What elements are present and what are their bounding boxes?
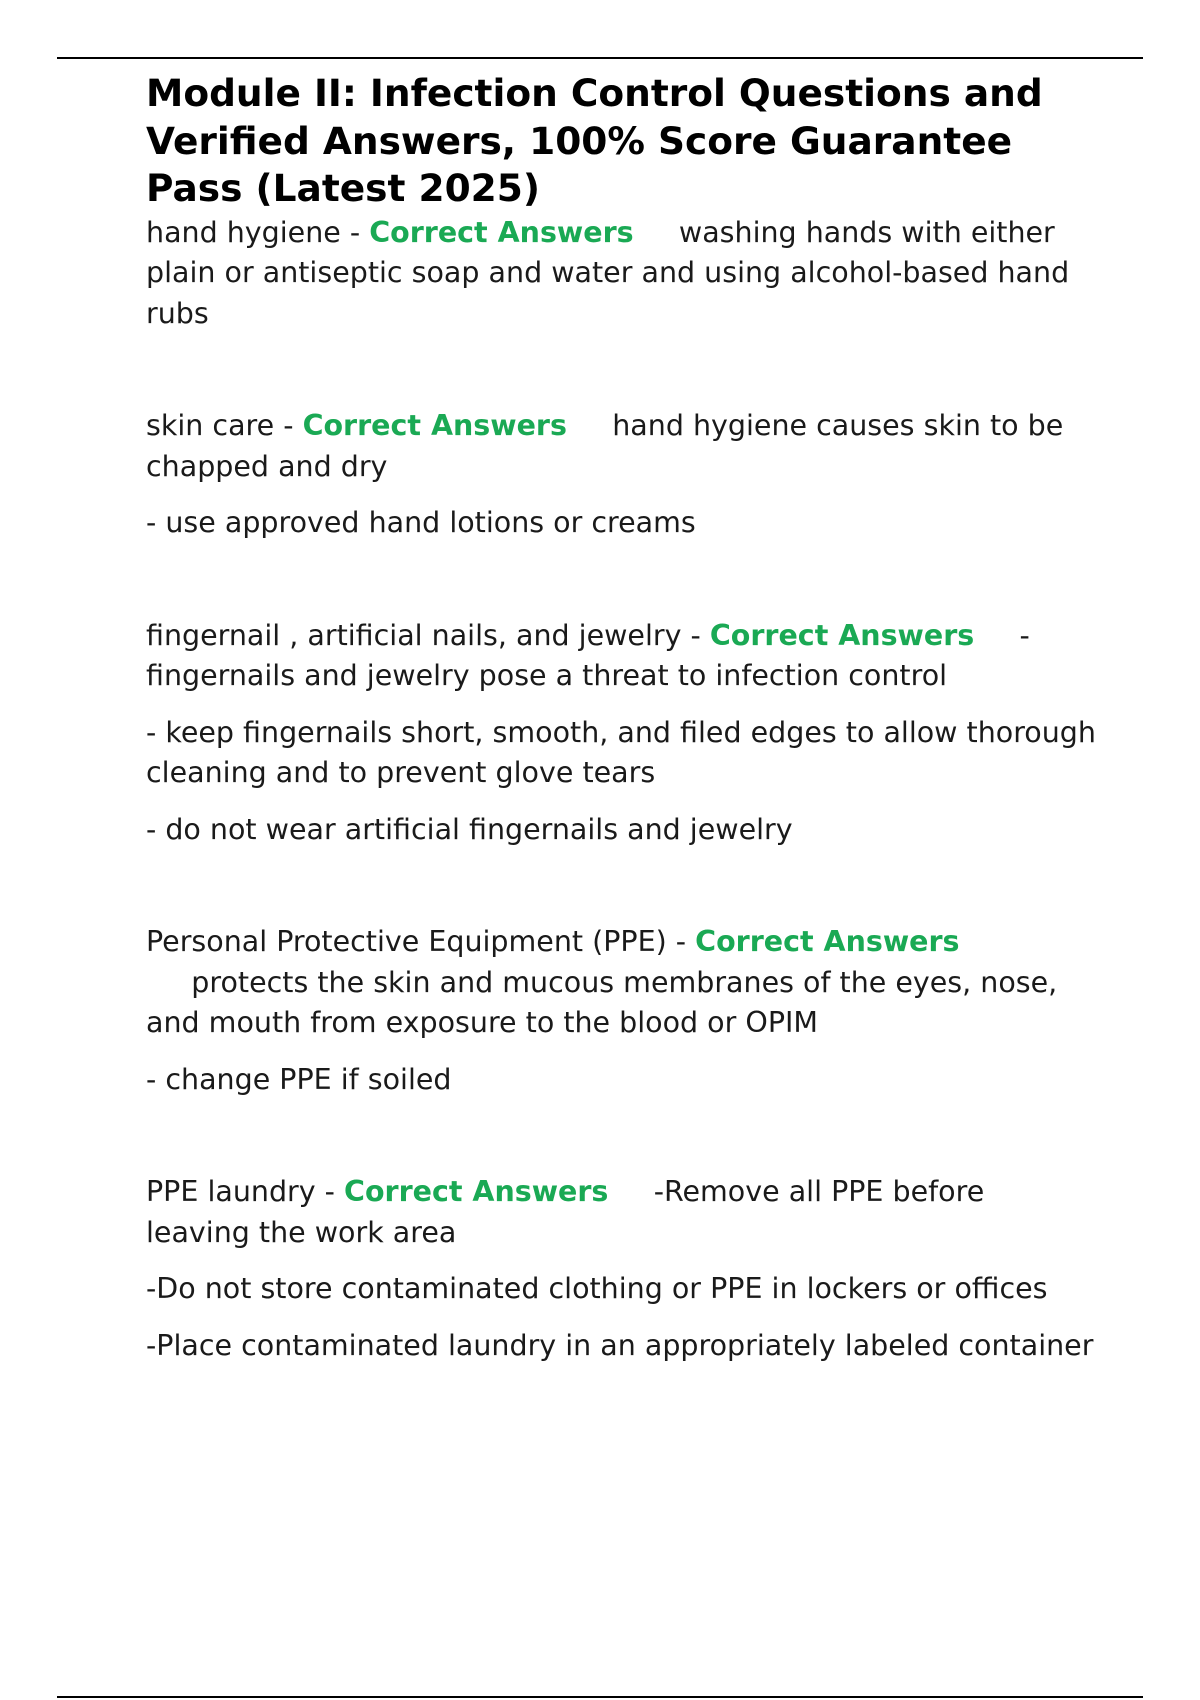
term: skin care xyxy=(146,409,275,442)
document-body xyxy=(146,70,1096,1366)
qa-entry-ppe xyxy=(146,922,1096,1100)
answer-text: hand hygiene causes skin to be chapped and dry xyxy=(146,409,1064,483)
answer-text: - fingernails and jewelry pose a threat to infection control xyxy=(146,618,1030,692)
answer-text: protects the skin and mucous membranes of the eyes, nose, and mouth from exposure to the blood or OPIM xyxy=(146,965,1058,1039)
qa-entry-hand-hygiene xyxy=(146,213,1096,335)
answer-bullet: - use approved hand lotions or creams xyxy=(146,506,696,539)
answer-text: -Remove all PPE before leaving the work area xyxy=(146,1175,985,1249)
correct-answers-label: Correct Answers xyxy=(709,618,975,652)
answer-bullet: - change PPE if soiled xyxy=(146,1062,452,1096)
separator: - xyxy=(315,1175,345,1208)
qa-entry-fingernails xyxy=(146,616,1096,851)
qa-line xyxy=(146,213,1096,335)
answer-bullet: -Place contaminated laundry in an appropriately labeled container xyxy=(146,1328,1094,1362)
term: fingernail , artificial nails, and jewelry xyxy=(146,618,682,652)
correct-answers-label: Correct Answers xyxy=(369,215,634,249)
separator: - xyxy=(340,215,370,249)
qa-line xyxy=(146,922,1096,1044)
bottom-rule xyxy=(57,1696,1143,1698)
qa-line xyxy=(146,616,1096,697)
term: PPE laundry xyxy=(146,1175,316,1208)
separator: - xyxy=(666,925,696,958)
document-title: Module II: Infection Control Questions and Verified Answers, 100% Score Guarantee Pass (Latest 2025) xyxy=(146,71,1043,210)
answer-bullet: -Do not store contaminated clothing or PPE in lockers or offices xyxy=(146,1272,1048,1305)
separator: - xyxy=(274,409,303,442)
top-rule xyxy=(57,57,1143,59)
separator: - xyxy=(681,618,710,652)
correct-answers-label: Correct Answers xyxy=(695,925,960,958)
answer-bullet: - keep fingernails short, smooth, and filed edges to allow thorough cleaning and to prevent glove tears xyxy=(146,715,1096,789)
qa-entry-ppe-laundry xyxy=(146,1172,1096,1366)
term: hand hygiene xyxy=(146,215,341,249)
answer-bullet: - do not wear artificial fingernails and jewelry xyxy=(146,812,793,846)
correct-answers-label: Correct Answers xyxy=(344,1175,609,1208)
term: Personal Protective Equipment (PPE) xyxy=(146,925,667,958)
qa-line xyxy=(146,406,1096,487)
qa-line xyxy=(146,1172,1096,1253)
answer-text: washing hands with either plain or antiseptic soap and water and using alcohol-based hand rubs xyxy=(146,215,1070,330)
qa-entry-skin-care xyxy=(146,406,1096,544)
correct-answers-label: Correct Answers xyxy=(302,409,567,442)
